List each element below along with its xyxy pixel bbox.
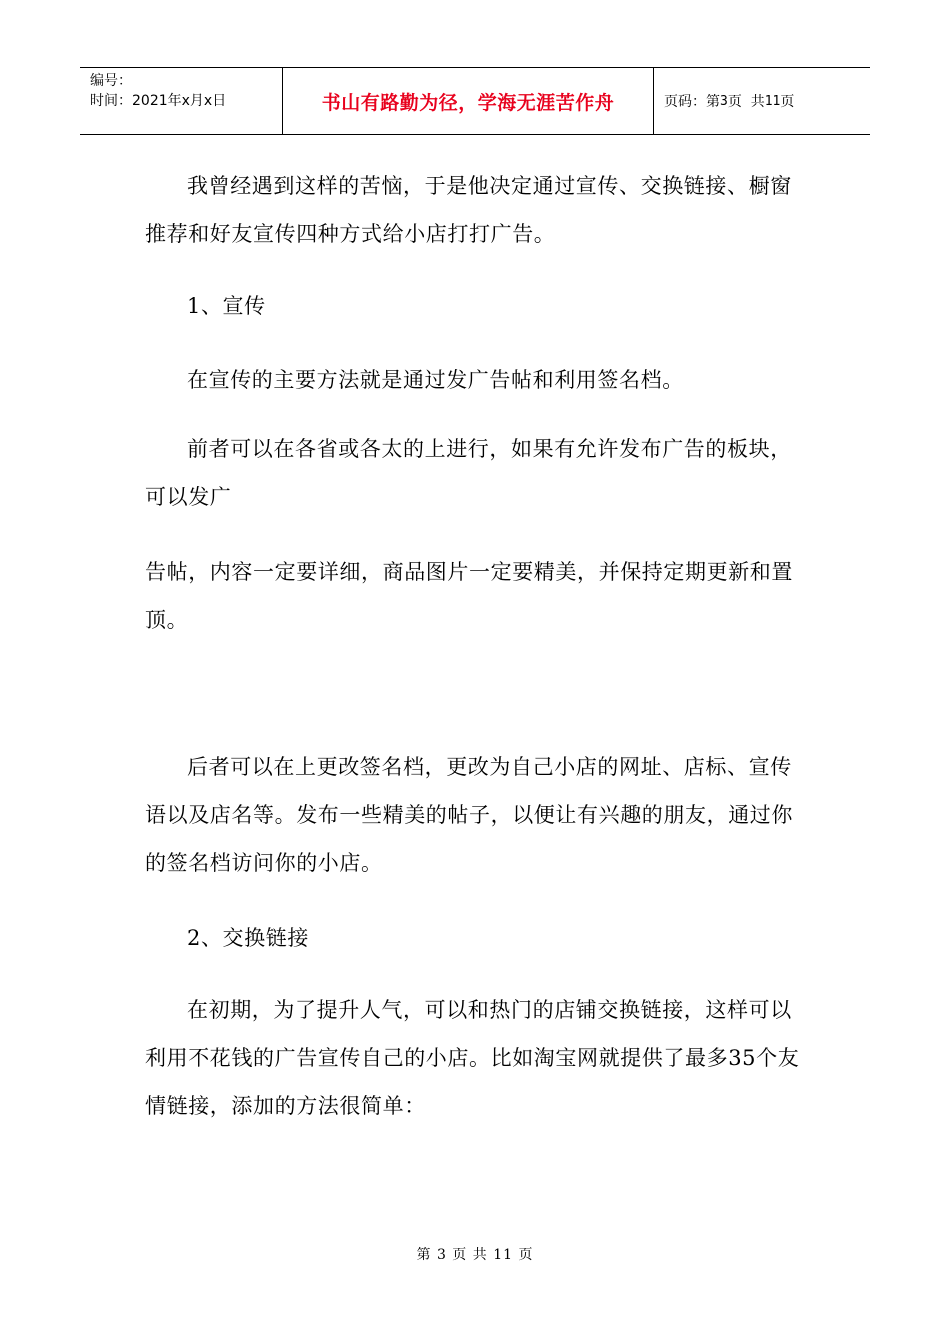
header-meta	[80, 68, 282, 134]
paragraph: 在初期，为了提升人气，可以和热门的店铺交换链接，这样可以利用不花钱的广告宣传自己的小店。比如淘宝网就提供了最多35个友情链接，添加的方法很简单：	[145, 998, 800, 1118]
header-motto: 书山有路勤为径，学海无涯苦作舟	[321, 91, 615, 114]
page-suffix: 页	[780, 94, 795, 110]
section-heading: 1、宣传	[187, 294, 266, 318]
paragraph: 在宣传的主要方法就是通过发广告帖和利用签名档。	[187, 368, 684, 392]
header-page-info	[654, 68, 870, 134]
document-time-label: 时间：2021年x月x日	[90, 93, 227, 109]
page-prefix: 页码：第	[664, 94, 720, 110]
paragraph: 前者可以在各省或各太的上进行，如果有允许发布广告的板块，可以发广	[145, 437, 792, 509]
document-number-label: 编号：	[90, 73, 132, 89]
section-heading: 2、交换链接	[187, 926, 309, 950]
paragraph: 告帖，内容一定要详细，商品图片一定要精美，并保持定期更新和置顶。	[145, 560, 793, 632]
page-header	[80, 67, 870, 135]
page-footer: 第 3 页 共 11 页	[416, 1247, 534, 1263]
paragraph: 后者可以在上更改签名档，更改为自己小店的网址、店标、宣传语以及店名等。发布一些精美的帖子，以便让有兴趣的朋友，通过你的签名档访问你的小店。	[145, 755, 793, 875]
paragraph: 我曾经遇到这样的苦恼，于是他决定通过宣传、交换链接、橱窗推荐和好友宣传四种方式给小店打打广告。	[145, 174, 792, 246]
header-motto-cell	[282, 68, 654, 134]
page-total-number: 11	[764, 93, 781, 109]
page-current-number: 3	[720, 93, 728, 109]
page-mid: 页 共	[727, 94, 765, 110]
